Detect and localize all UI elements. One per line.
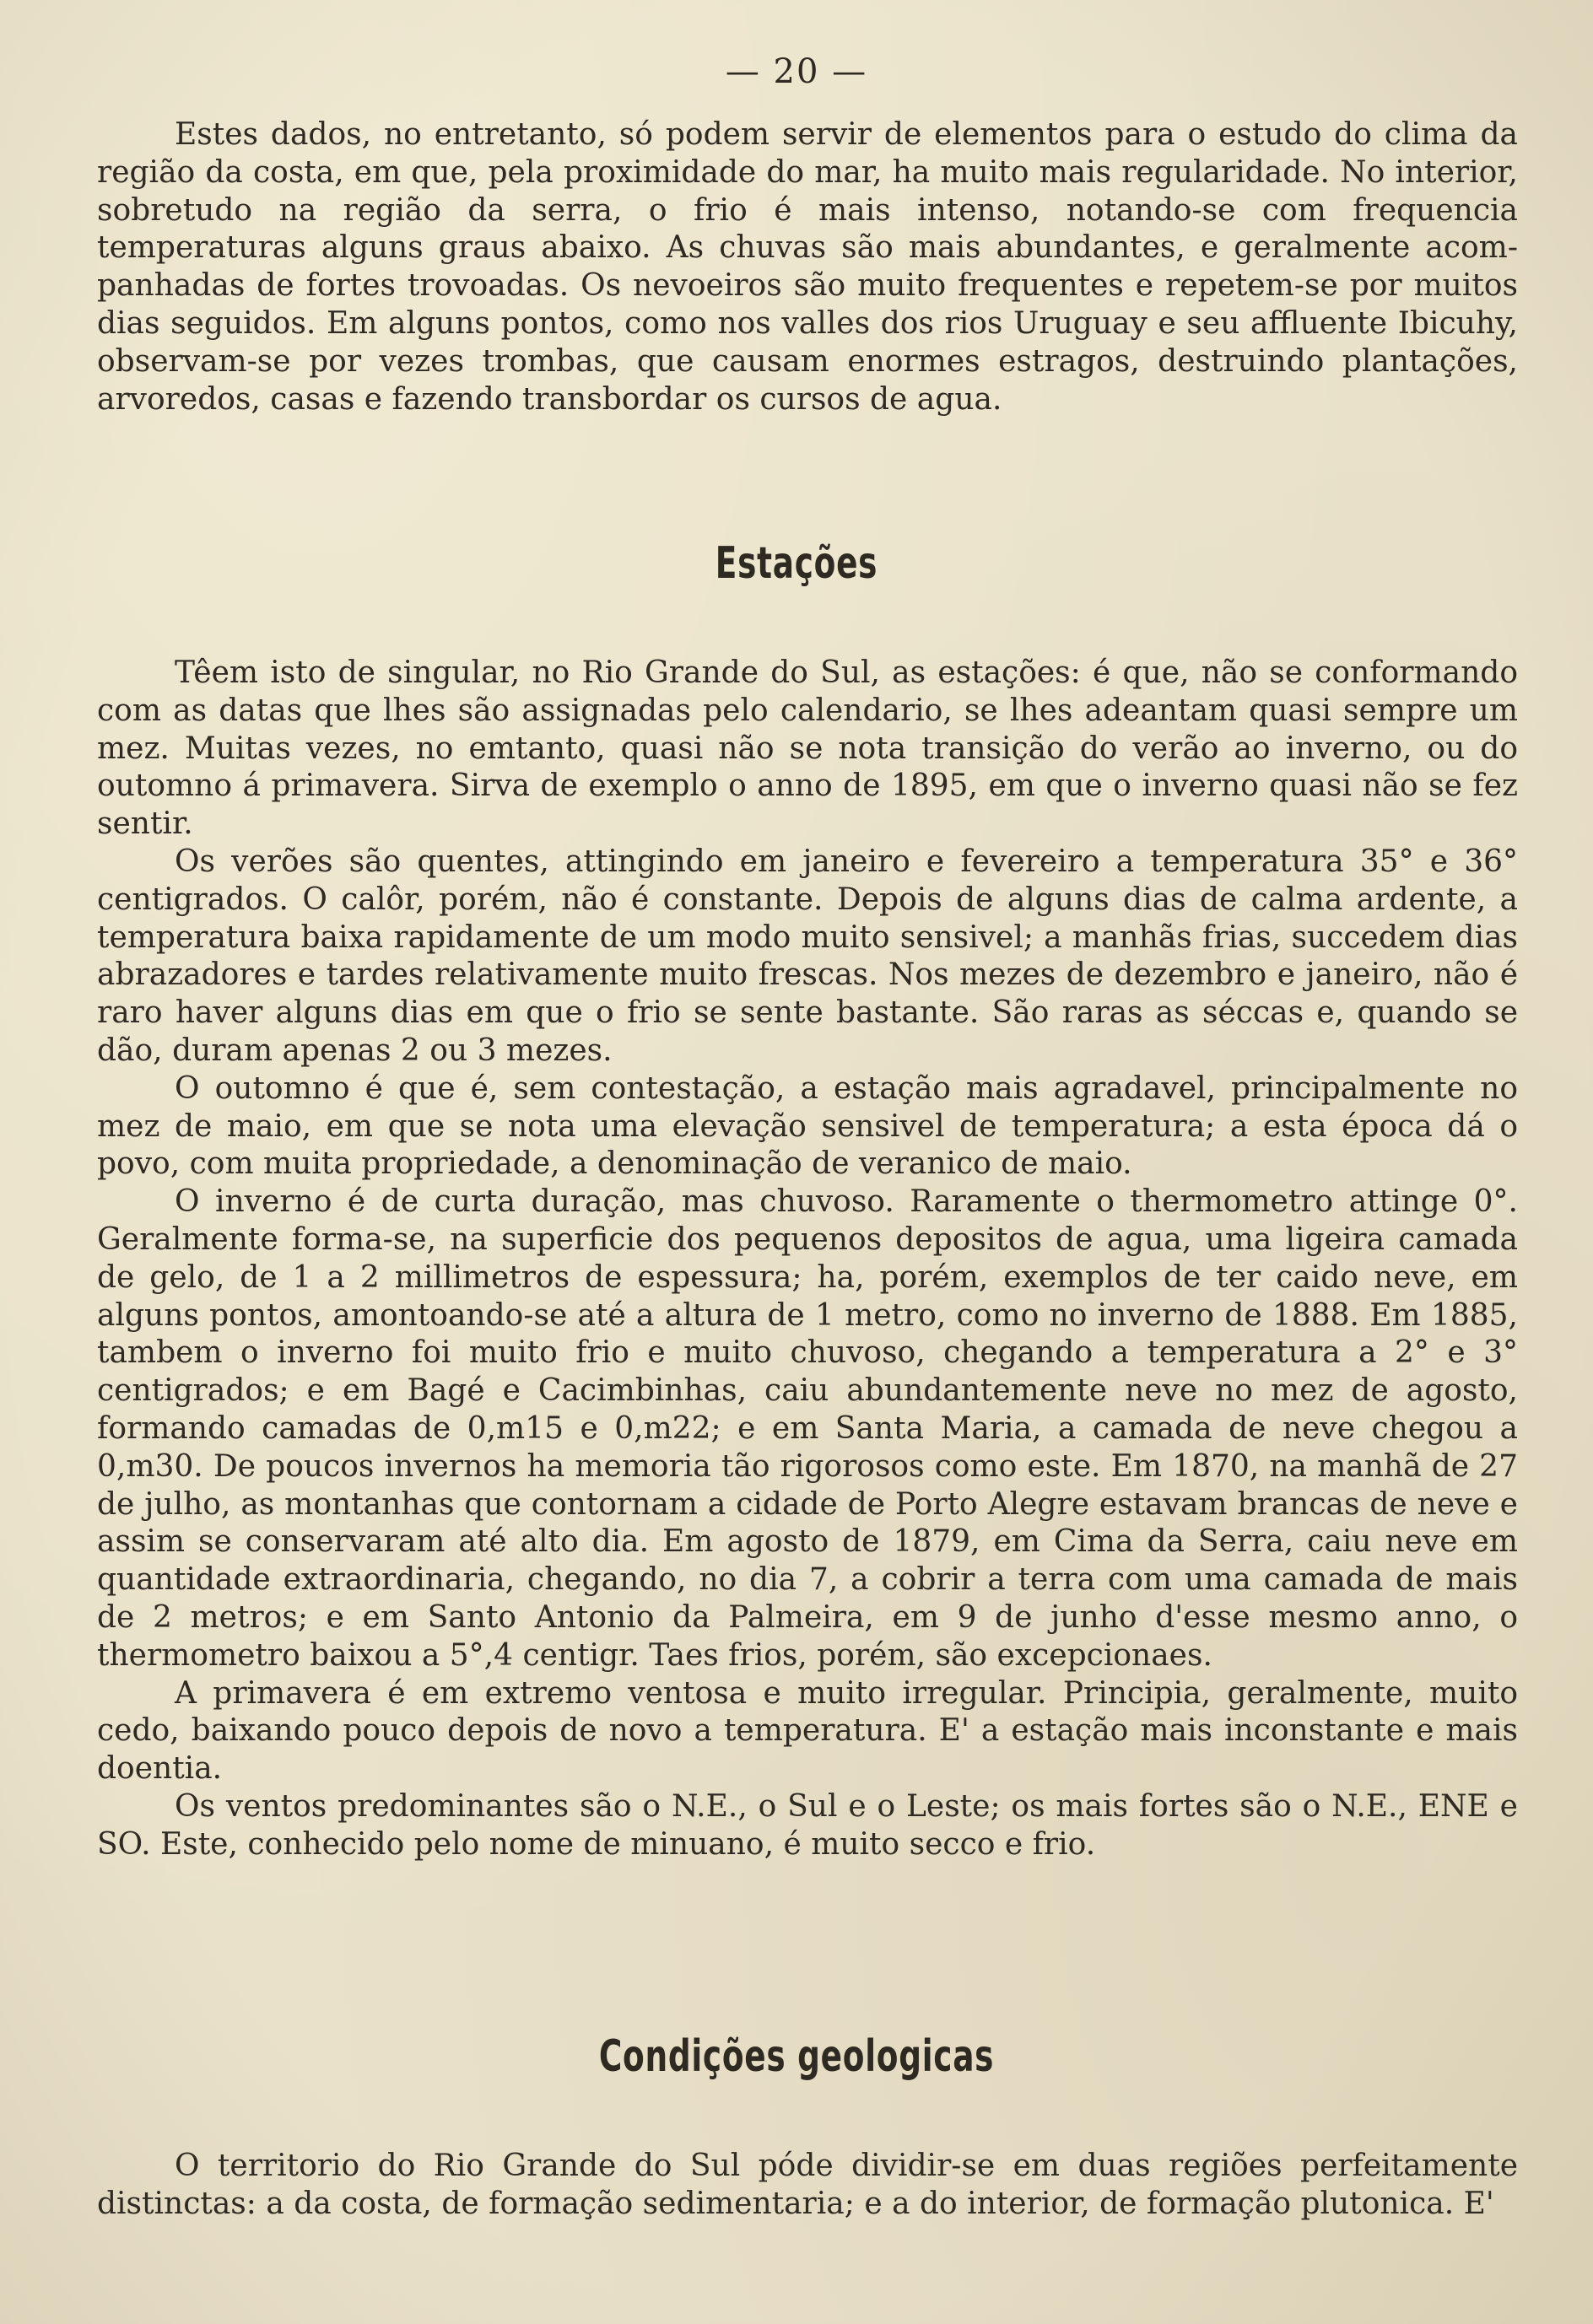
paragraph: O territorio do Rio Grande do Sul póde dividir-se em duas regiões perfeitamente distinctas: a da costa, de formação sedimentaria; e a do interior, de formação plutonica. E' [97, 2149, 1518, 2221]
paragraph: Os verões são quentes, attingindo em janeiro e fevereiro a temperatura 35° e 36° centigrados. O calôr, porém, não é constante. Depois de alguns dias de calma ardente, a temperatura baixa rapidamente de um modo muito sensivel; a manhãs frias, succedem dias abrazadores e tardes relativamente muito frescas. Nos mezes de dezembro e janeiro, não é raro haver alguns dias em que o frio se sente bastante. São raras as séccas e, quando se dão, duram apenas 2 ou 3 mezes. [97, 844, 1518, 1068]
paragraph: O outomno é que é, sem contestação, a estação mais agradavel, principalmente no mez de maio, em que se nota uma elevação sensivel de temperatura; a esta época dá o povo, com muita propriedade, a denominação de veranico de maio. [97, 1070, 1518, 1182]
paragraph: Estes dados, no entretanto, só podem servir de elementos para o estudo do clima da região da costa, em que, pela proximidade do mar, ha muito mais regularidade. No interior, sobretudo na região da serra, o frio é mais intenso, notando-se com frequencia temperaturas alguns graus abaixo. As chuvas são mais abundantes, e geralmente acompanhadas de fortes trovoadas. Os nevoeiros são muito frequentes e repetem-se por muitos dias seguidos. Em alguns pontos, como nos valles dos rios Uruguay e seu affluente Ibicuhy, observam-se por vezes trombas, que causam enormes estragos, destruindo plantações, arvoredos, casas e fazendo transbordar os cursos de agua. [97, 117, 1518, 417]
paragraph: Têem isto de singular, no Rio Grande do Sul, as estações: é que, não se conformando com as datas que lhes são assignadas pelo calendario, se lhes adeantam quasi sempre um mez. Muitas vezes, no emtanto, quasi não se nota transição do verão ao inverno, ou do outomno á primavera. Sirva de exemplo o anno de 1895, em que o inverno quasi não se fez sentir. [97, 655, 1518, 842]
paragraph: O inverno é de curta duração, mas chuvoso. Raramente o thermometro attinge 0°. Geralmente forma-se, na superficie dos pequenos depositos de agua, uma ligeira camada de gelo, de 1 a 2 millimetros de espessura; ha, porém, exemplos de ter caido neve, em alguns pontos, amontoando-se até a altura de 1 metro, como no inverno de 1888. Em 1885, tambem o inverno foi muito frio e muito chuvoso, chegando a temperatura a 2° e 3° centigrados; e em Bagé e Cacimbinhas, caiu abundantemente neve no mez de agosto, formando camadas de 0,m15 e 0,m22; e em Santa Maria, a camada de neve chegou a 0,m30. De poucos invernos ha memoria tão rigorosos como este. Em 1870, na manhã de 27 de julho, as montanhas que contornam a cidade de Porto Alegre estavam brancas de neve e assim se conservaram até alto dia. Em agosto de 1879, em Cima da Serra, caiu neve em quantidade extraordinaria, chegando, no dia 7, a cobrir a terra com uma camada de mais de 2 metros; e em Santo Antonio da Palmeira, em 9 de junho d'esse mesmo anno, o thermometro baixou a 5°,4 centigr. Taes frios, porém, são excepcionaes. [97, 1184, 1518, 1673]
paragraph: A primavera é em extremo ventosa e muito irregular. Principia, geralmente, muito cedo, baixando pouco depois de novo a temperatura. E' a estação mais inconstante e mais doentia. [97, 1675, 1518, 1787]
section-heading-estacoes: Estações [715, 538, 878, 589]
geologicas-section [97, 2148, 1518, 2224]
estacoes-section [97, 655, 1518, 1864]
section-heading-condicoes-geologicas: Condições geologicas [598, 2031, 995, 2082]
paragraph: Os ventos predominantes são o N.E., o Sul e o Leste; os mais fortes são o N.E., ENE e SO. Este, conhecido pelo nome de minuano, é muito secco e frio. [97, 1788, 1518, 1862]
page-number: — 20 — [725, 52, 868, 91]
intro-section [97, 116, 1518, 418]
